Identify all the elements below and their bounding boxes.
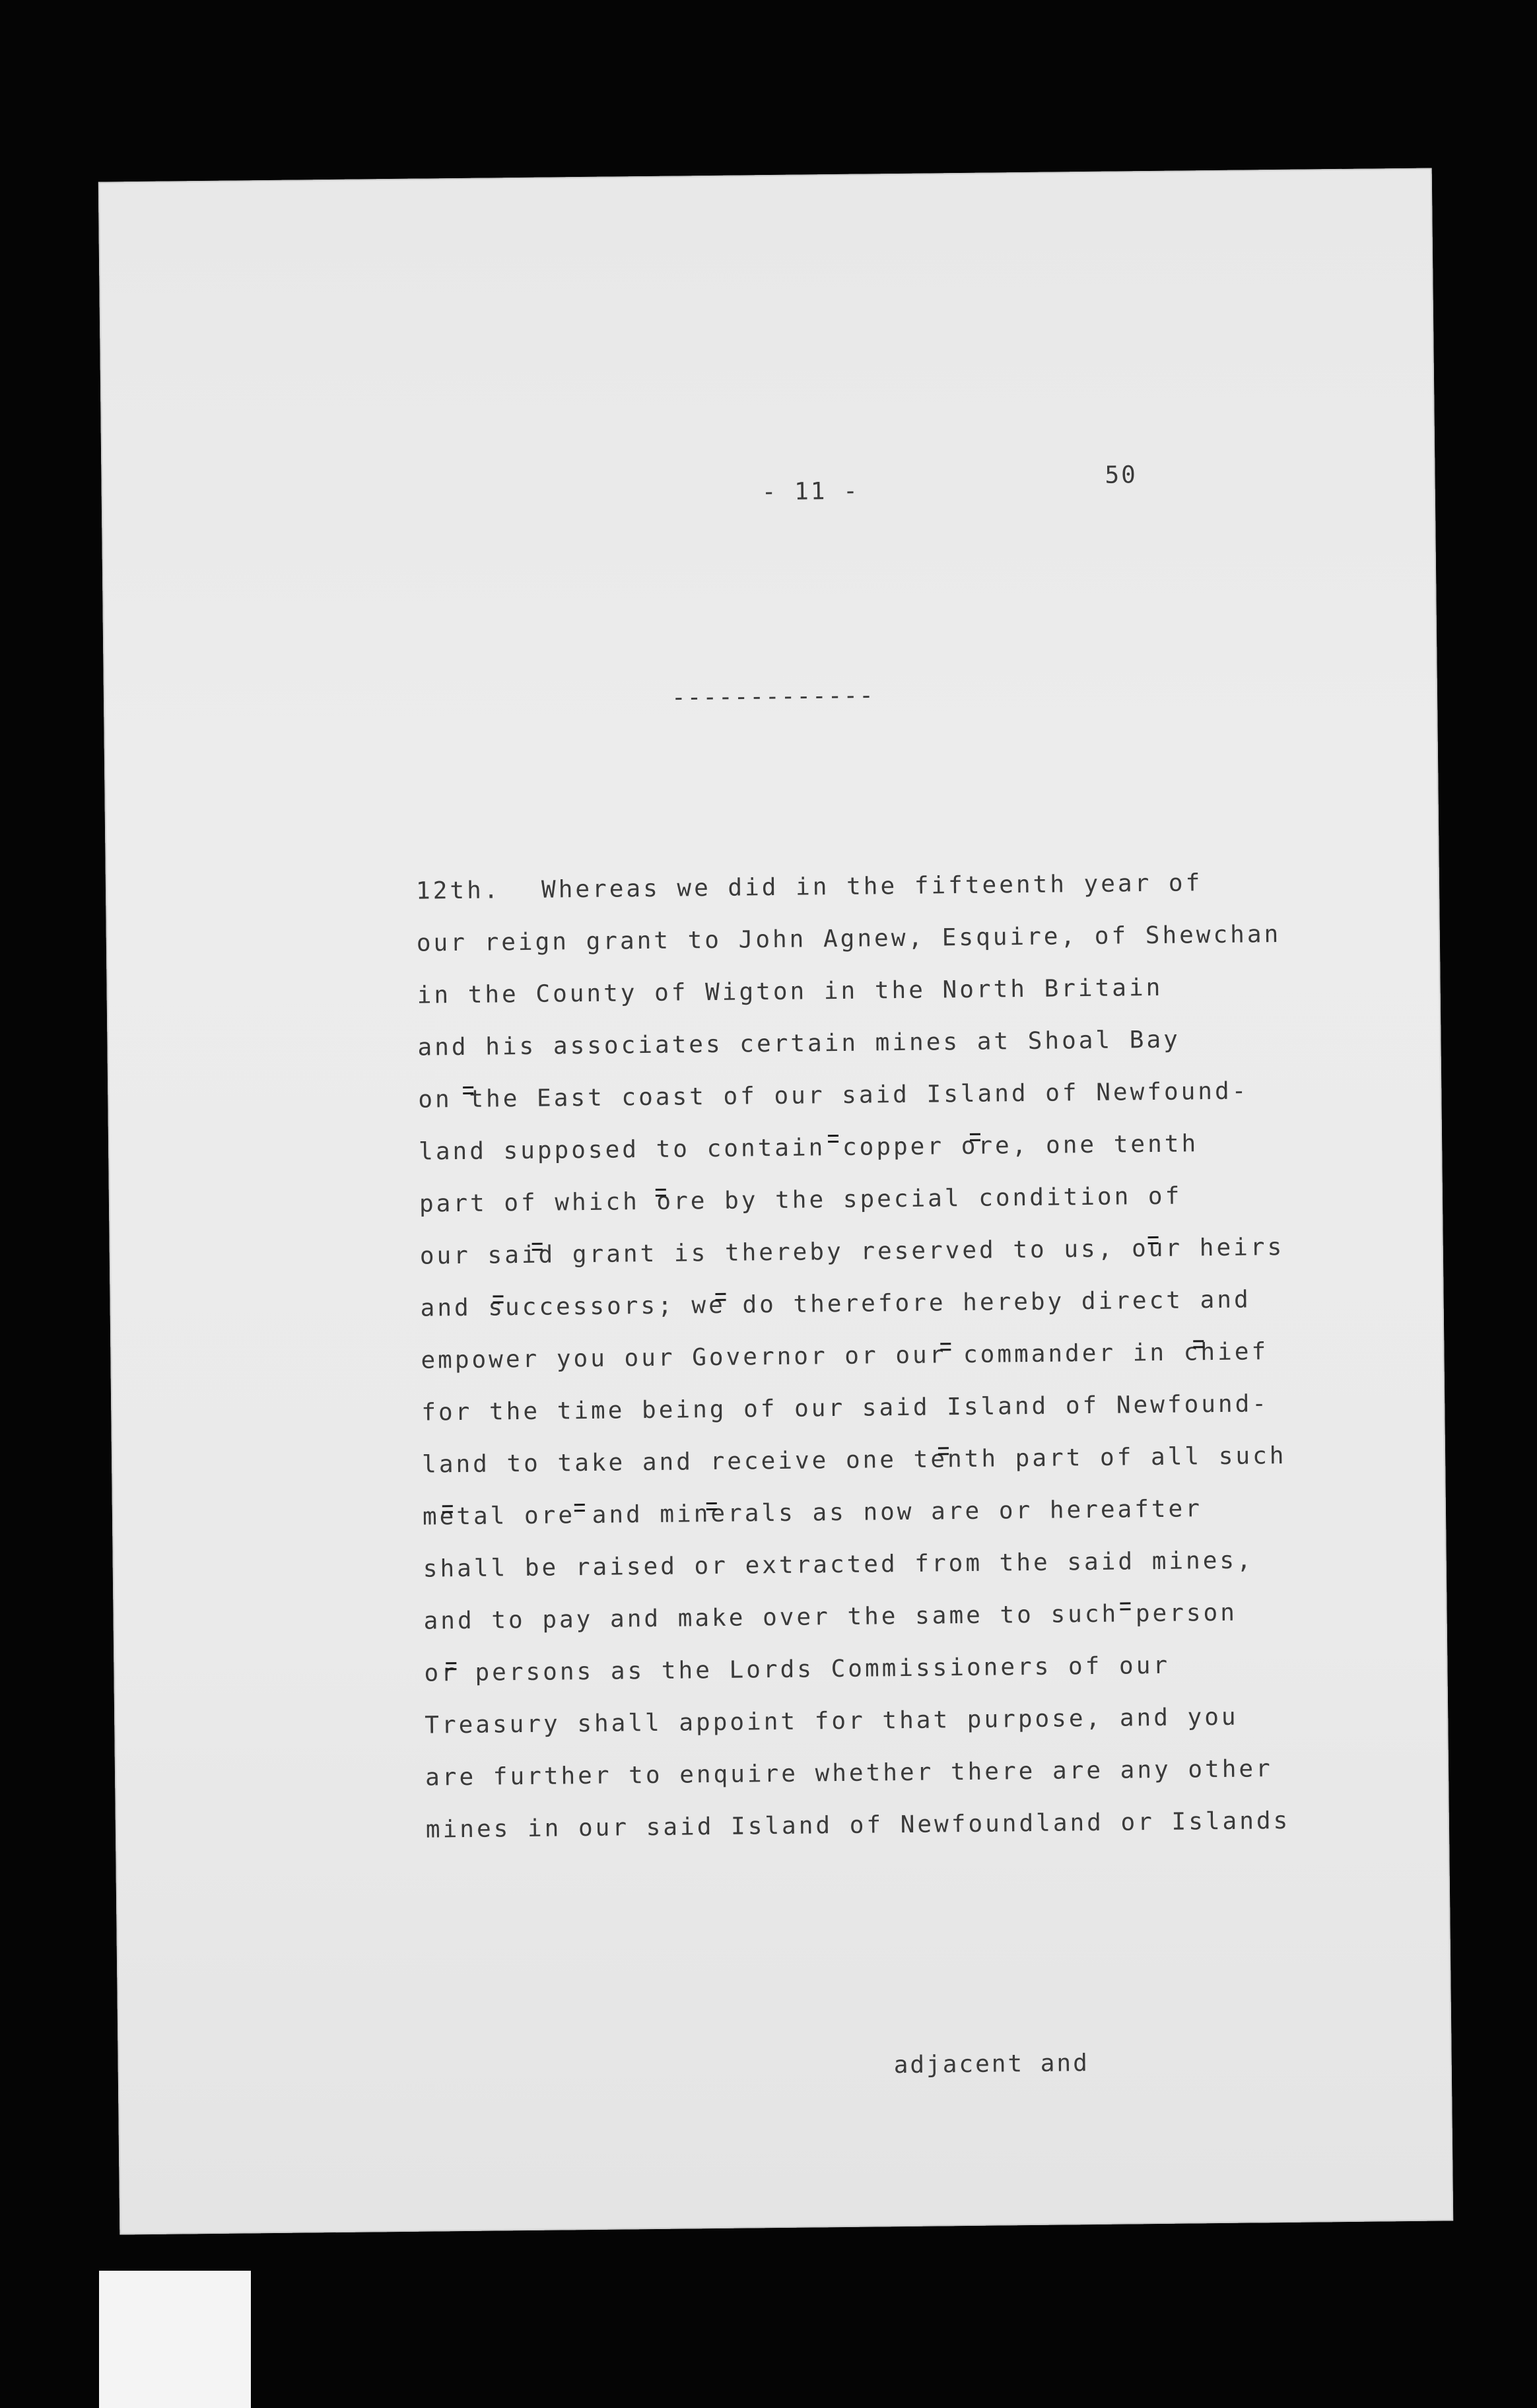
scan-label-card — [99, 2271, 251, 2408]
catchword: adjacent and — [893, 2050, 1090, 2079]
text-line-11: for the time being of our said Island of Newfound- — [421, 1390, 1270, 1426]
typed-page — [98, 168, 1453, 2235]
correction-mark — [706, 1502, 717, 1510]
correction-mark — [656, 1189, 666, 1197]
text-line-18: are further to enquire whether there are any other — [425, 1755, 1273, 1791]
text-line-13: metal ore and minerals as now are or hereafter — [422, 1495, 1203, 1531]
paragraph-number: 12th. — [415, 877, 501, 905]
text-line-16: or persons as the Lords Commissioners of our — [424, 1652, 1171, 1687]
correction-mark — [970, 1133, 980, 1141]
paragraph-12 — [416, 855, 1430, 1856]
correction-mark — [532, 1243, 543, 1251]
correction-mark — [1148, 1236, 1159, 1244]
text-line-3: in the County of Wigton in the North Britain — [417, 974, 1163, 1009]
text-line-2: our reign grant to John Agnew, Esquire, of Shewchan — [416, 920, 1281, 957]
page-number: - 11 - — [761, 477, 860, 506]
section-separator: ------------- — [671, 682, 875, 712]
text-line-5: on the East coast of our said Island of Newfound- — [418, 1077, 1249, 1114]
text-line-10: empower you our Governor or our commander in chief — [421, 1338, 1269, 1374]
correction-mark — [442, 1505, 453, 1513]
correction-mark — [938, 1447, 949, 1455]
correction-mark — [493, 1295, 503, 1303]
text-line-17: Treasury shall appoint for that purpose, and you — [425, 1703, 1239, 1739]
correction-mark — [574, 1504, 585, 1512]
text-line-14: shall be raised or extracted from the said mines, — [423, 1547, 1254, 1583]
folio-number: 50 — [1105, 461, 1138, 489]
correction-mark — [715, 1293, 726, 1301]
text-line-19: mines in our said Island of Newfoundland or Islands — [425, 1807, 1291, 1844]
correction-mark — [1193, 1340, 1204, 1348]
correction-mark — [446, 1662, 456, 1670]
correction-mark — [1120, 1602, 1130, 1610]
text-line-9: and successors; we do therefore hereby direct and — [420, 1286, 1251, 1322]
text-line-7: part of which ore by the special condition of — [419, 1182, 1182, 1218]
text-line-12: land to take and receive one tenth part of all such — [421, 1442, 1287, 1479]
correction-mark — [463, 1087, 473, 1094]
text-line-4: and his associates certain mines at Shoal Bay — [417, 1026, 1181, 1061]
correction-mark — [940, 1343, 951, 1351]
text-line-15: and to pay and make over the same to such person — [423, 1599, 1238, 1635]
correction-mark — [828, 1135, 838, 1143]
text-line-6: land supposed to contain copper ore, one tenth — [418, 1130, 1199, 1166]
line-text: Whereas we did in the fifteenth year of — [541, 869, 1203, 904]
text-line-8: our said grant is thereby reserved to us, our heirs — [419, 1233, 1285, 1270]
